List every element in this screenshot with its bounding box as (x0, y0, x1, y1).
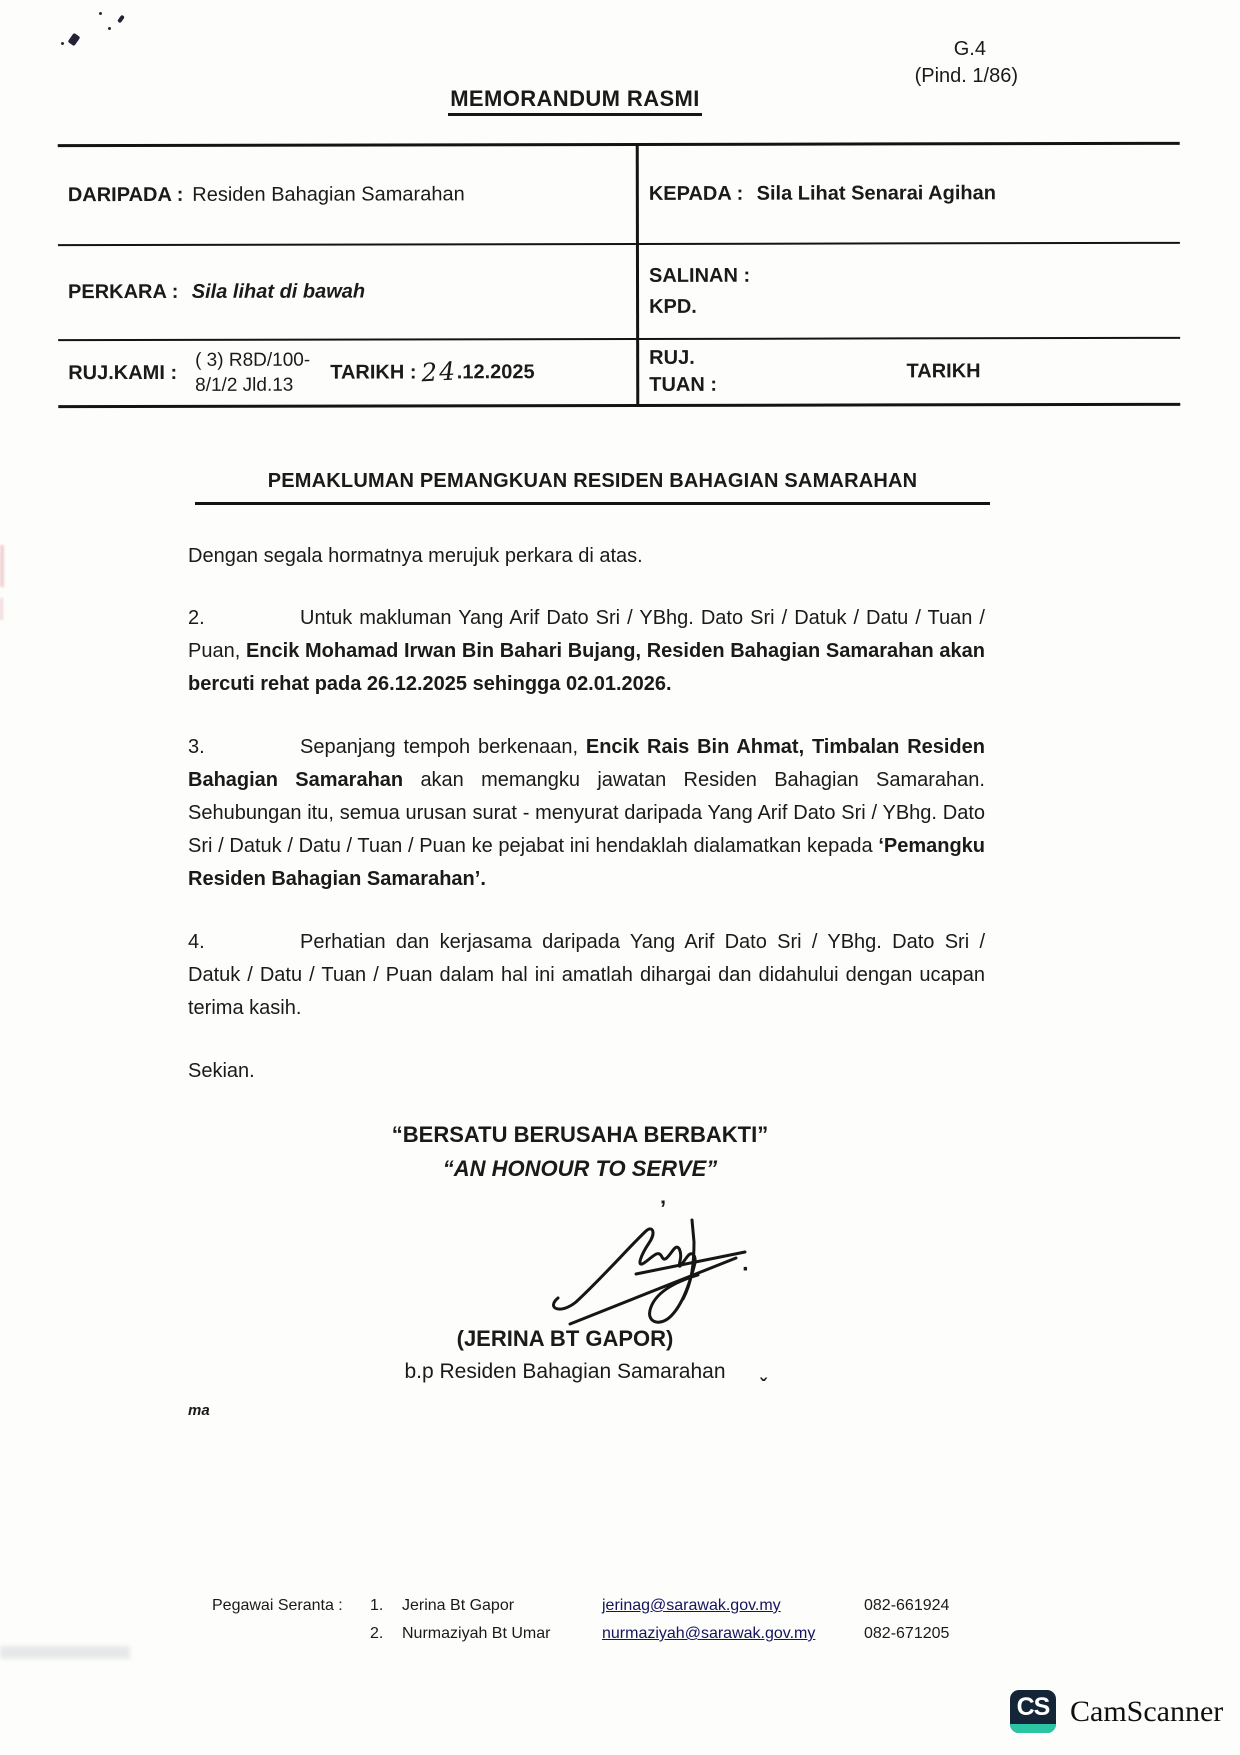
contact-2-name: Nurmaziyah Bt Umar (402, 1625, 551, 1642)
document-title-text: MEMORANDUM RASMI (448, 86, 702, 116)
paragraph-2 (188, 602, 985, 701)
pen-mark: · (742, 1256, 750, 1283)
ruj-kami-value (195, 348, 310, 398)
ruj-tuan-stack (649, 347, 717, 397)
paragraph-2-number: 2. (188, 607, 205, 629)
paragraph-4 (188, 926, 985, 1025)
signature-scribble (540, 1212, 770, 1337)
ruj-tuan-line1: RUJ. (649, 346, 695, 369)
contact-1-email-link[interactable]: jerinag@sarawak.gov.my (602, 1597, 781, 1614)
paragraph-2-text: Untuk makluman Yang Arif Dato Sri / YBhg. Dato Sri / Datuk / Datu / Tuan / Puan, (188, 607, 985, 662)
camscanner-watermark (1010, 1690, 1223, 1733)
paragraph-3-bold2: ‘Pemangku Residen Bahagian Samarahan’. (188, 835, 986, 890)
tarikh-day-handwritten: 24 (420, 355, 458, 387)
salinan-stack (649, 264, 750, 318)
kpd-label: KPD. (649, 295, 697, 318)
pen-mark: ˇ (760, 1376, 767, 1398)
contacts-block (212, 1592, 949, 1648)
memo-body (188, 540, 985, 1088)
kepada-label: KEPADA : (648, 182, 744, 205)
paragraph-3-text2: akan memangku jawatan Residen Bahagian Samarahan. Sehubungan itu, semua urusan surat - menyurat daripada Yang Arif Dato Sri / YBhg. Dato Sri / Datuk / Datu / Tuan / Puan ke pejabat ini hendaklah dialamatkan kepada (188, 769, 985, 857)
cell-daripada (58, 146, 636, 246)
salutation: Dengan segala hormatnya merujuk perkara di atas. (188, 545, 643, 567)
contact-1-phone: 082-661924 (864, 1597, 950, 1614)
scan-smudge (0, 545, 4, 587)
tarikh-right-label: TARIKH (906, 359, 981, 382)
cell-perkara (58, 245, 636, 341)
perkara-label: PERKARA : (68, 280, 179, 304)
scan-smudge (0, 598, 3, 620)
ink-mark (68, 33, 81, 47)
paragraph-3-number: 3. (188, 736, 205, 758)
closing-word: Sekian. (188, 1060, 255, 1082)
contact-1-name: Jerina Bt Gapor (402, 1597, 515, 1614)
cell-salinan (636, 244, 1180, 340)
salinan-label: SALINAN : (648, 264, 751, 287)
perkara-value: Sila lihat di bawah (191, 280, 366, 303)
paragraph-4-text: Perhatian dan kerjasama daripada Yang Arif Dato Sri / YBhg. Dato Sri / Datuk / Datu / Tuan / Puan dalam hal ini amatlah dihargai dan didahului dengan ucapan terima kasih. (188, 931, 985, 1019)
form-code-number: G.4 (953, 38, 986, 60)
signatory-behalf: b.p Residen Bahagian Samarahan (404, 1360, 726, 1383)
cell-kepada (636, 145, 1180, 245)
contact-2-email-link[interactable]: nurmaziyah@sarawak.gov.my (602, 1625, 816, 1642)
motto-block (0, 1118, 1160, 1186)
cell-ruj-kami (58, 340, 636, 405)
scan-smudge (0, 1646, 130, 1659)
paragraph-3 (188, 731, 985, 896)
contact-2-phone: 082-671205 (864, 1625, 950, 1642)
contact-1-num: 1. (370, 1597, 384, 1614)
ruj-kami-line2: 8/1/2 Jld.13 (195, 374, 294, 396)
daripada-value: Residen Bahagian Samarahan (192, 183, 465, 206)
document-title (0, 86, 1150, 112)
tarikh-label: TARIKH : (330, 360, 417, 384)
paragraph-2-bold: Encik Mohamad Irwan Bin Bahari Bujang, Residen Bahagian Samarahan akan bercuti rehat pada 26.12.2025 sehingga 02.01.2026. (188, 640, 986, 695)
paragraph-3-bold1: Encik Rais Bin Ahmat, Timbalan Residen Bahagian Samarahan (188, 736, 985, 791)
motto-line-1: “BERSATU BERUSAHA BERBAKTI” (391, 1122, 769, 1147)
paragraph-3-text1: Sepanjang tempoh berkenaan, (300, 736, 579, 758)
signatory-name: (JERINA BT GAPOR) (456, 1326, 674, 1351)
memo-header-table (58, 142, 1181, 408)
ink-mark (99, 12, 102, 15)
initials-note: ma (188, 1402, 210, 1419)
cell-ruj-tuan (636, 339, 1180, 404)
tarikh-rest: .12.2025 (456, 360, 535, 383)
paragraph-4-number: 4. (188, 931, 205, 953)
contact-2-num: 2. (370, 1625, 384, 1642)
ink-mark (108, 27, 111, 30)
motto-line-2: “AN HONOUR TO SERVE” (442, 1156, 718, 1181)
form-code-revision: (Pind. 1/86) (914, 65, 1018, 87)
pen-mark: ’ (660, 1196, 667, 1221)
ink-mark (61, 42, 64, 45)
form-code-block (858, 36, 1018, 90)
ruj-tuan-line2: TUAN : (649, 373, 718, 396)
contacts-label: Pegawai Seranta : (212, 1597, 343, 1614)
daripada-label: DARIPADA : (67, 183, 184, 207)
ruj-kami-line1: ( 3) R8D/100- (195, 349, 311, 371)
camscanner-icon-text: CS (1016, 1692, 1050, 1721)
ink-mark (117, 15, 125, 24)
ruj-kami-label: RUJ.KAMI : (68, 361, 178, 384)
camscanner-icon-strip (1010, 1724, 1056, 1733)
section-heading: PEMAKLUMAN PEMANGKUAN RESIDEN BAHAGIAN SAMARAHAN (195, 470, 990, 505)
camscanner-icon (1010, 1690, 1056, 1733)
kepada-value: Sila Lihat Senarai Agihan (756, 182, 996, 205)
camscanner-wordmark: CamScanner (1070, 1694, 1224, 1728)
